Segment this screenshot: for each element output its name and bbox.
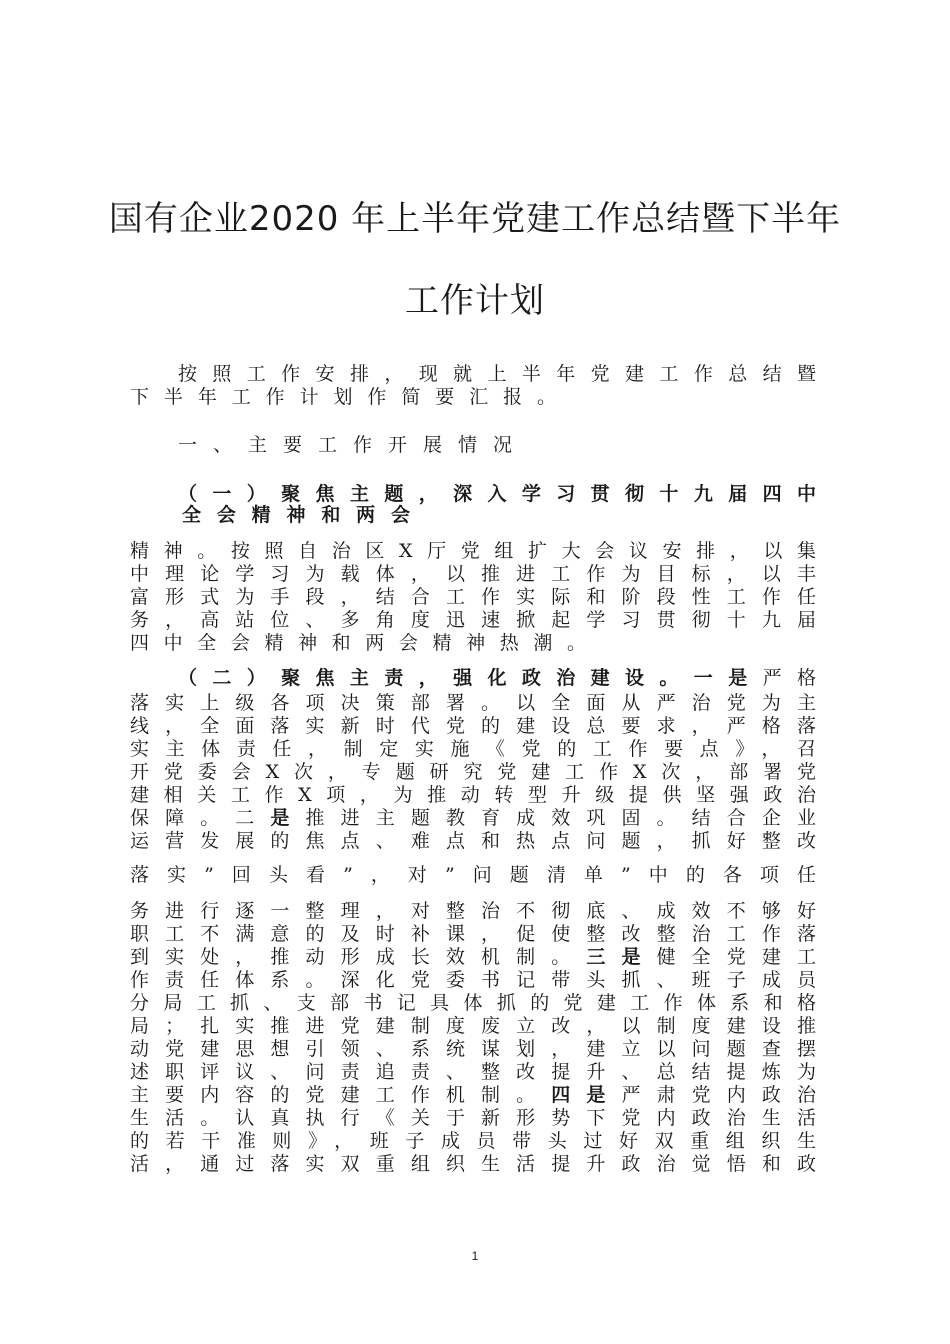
subsection-2-body-line: 开党委会X次，专题研究党建工作X次，部署党: [130, 761, 816, 783]
subsection-2-body-line: 述职评议、问责追责、整改提升、总结提炼为: [130, 1061, 816, 1083]
subsection-2-lead-rest: 严格: [762, 667, 816, 689]
subsection-2-body-line: 的若干准则》，班子成员带头过好双重组织生: [130, 1130, 816, 1152]
subsection-2-heading: （二）聚焦主责，强化政治建设。一是: [178, 667, 763, 689]
subsection-2-lead-line: [178, 665, 816, 691]
subsection-2-body-line: 生活。认真执行《关于新形势下党内政治生活: [130, 1107, 816, 1129]
subsection-1-heading-line-1: （一）聚焦主题，深入学习贯彻十九届四中: [178, 483, 816, 505]
page-number: 1: [471, 1249, 479, 1263]
document-title-line-2: 工作计划: [405, 281, 545, 321]
subsection-2-body-line: 作责任体系。深化党委书记带头抓、班子成员: [130, 969, 816, 991]
bold-text-run: 三是: [586, 946, 657, 968]
section-heading-1: 一、主要工作开展情况: [178, 434, 529, 456]
subsection-1-body-line: 务，高站位、多角度迅速掀起学习贯彻十九届: [130, 609, 816, 631]
text-run: 到实处，推动形成长效机制。: [130, 946, 587, 968]
subsection-2-body-line: 建相关工作X项，为推动转型升级提供坚强政治: [130, 784, 816, 806]
text-run: 主要内容的党建工作机制。: [130, 1084, 552, 1106]
subsection-2-body-line: 活，通过落实双重组织生活提升政治觉悟和政: [130, 1153, 816, 1175]
subsection-1-body-line: 四中全会精神和两会精神热潮。: [130, 632, 586, 654]
text-run: 保障。二: [130, 807, 271, 829]
subsection-2-body-line: 线，全面落实新时代党的建设总要求，严格落: [130, 715, 816, 737]
subsection-2-body-line: 实主体责任，制定实施《党的工作要点》，召: [130, 738, 816, 760]
subsection-1-body-line: 精神。按照自治区X厅党组扩大会议安排，以集: [130, 540, 816, 562]
subsection-2-body-line: 动党建思想引领、系统谋划，建立以问题查摆: [130, 1038, 816, 1060]
bold-text-run: 四是: [551, 1084, 622, 1106]
intro-line-2: 下半年工作计划作简要汇报。: [130, 386, 556, 408]
text-run: 严肃党内政治: [621, 1084, 816, 1106]
intro-line-1: 按照工作安排，现就上半年党建工作总结暨: [178, 363, 816, 385]
subsection-1-body-line: 富形式为手段，结合工作实际和阶段性工作任: [130, 586, 816, 608]
subsection-1-heading-line-2: 全会精神和两会: [182, 504, 410, 526]
subsection-2-body-line: 落实”回头看”，对”问题清单”中的各项任: [130, 864, 816, 886]
subsection-2-body-line: 局；扎实推进党建制度废立改，以制度建设推: [130, 1015, 816, 1037]
subsection-1-body-line: 中理论学习为载体，以推进工作为目标，以丰: [130, 563, 816, 585]
document-title-line-1: 国有企业2020 年上半年党建工作总结暨下半年: [108, 199, 842, 239]
subsection-2-body-line: 落实上级各项决策部署。以全面从严治党为主: [130, 692, 816, 714]
subsection-2-body-line: 分局工抓、支部书记具体抓的党建工作体系和格: [130, 992, 816, 1014]
subsection-2-body-line: 务进行逐一整理，对整治不彻底、成效不够好: [130, 900, 816, 922]
subsection-2-body-line: 职工不满意的及时补课，促使整改整治工作落: [130, 923, 816, 945]
bold-text-run: 是: [270, 807, 306, 829]
text-run: 健全党建工: [656, 946, 816, 968]
text-run: 推进主题教育成效巩固。结合企业: [305, 807, 816, 829]
subsection-2-body-line: 运营发展的焦点、难点和热点问题，抓好整改: [130, 830, 816, 852]
